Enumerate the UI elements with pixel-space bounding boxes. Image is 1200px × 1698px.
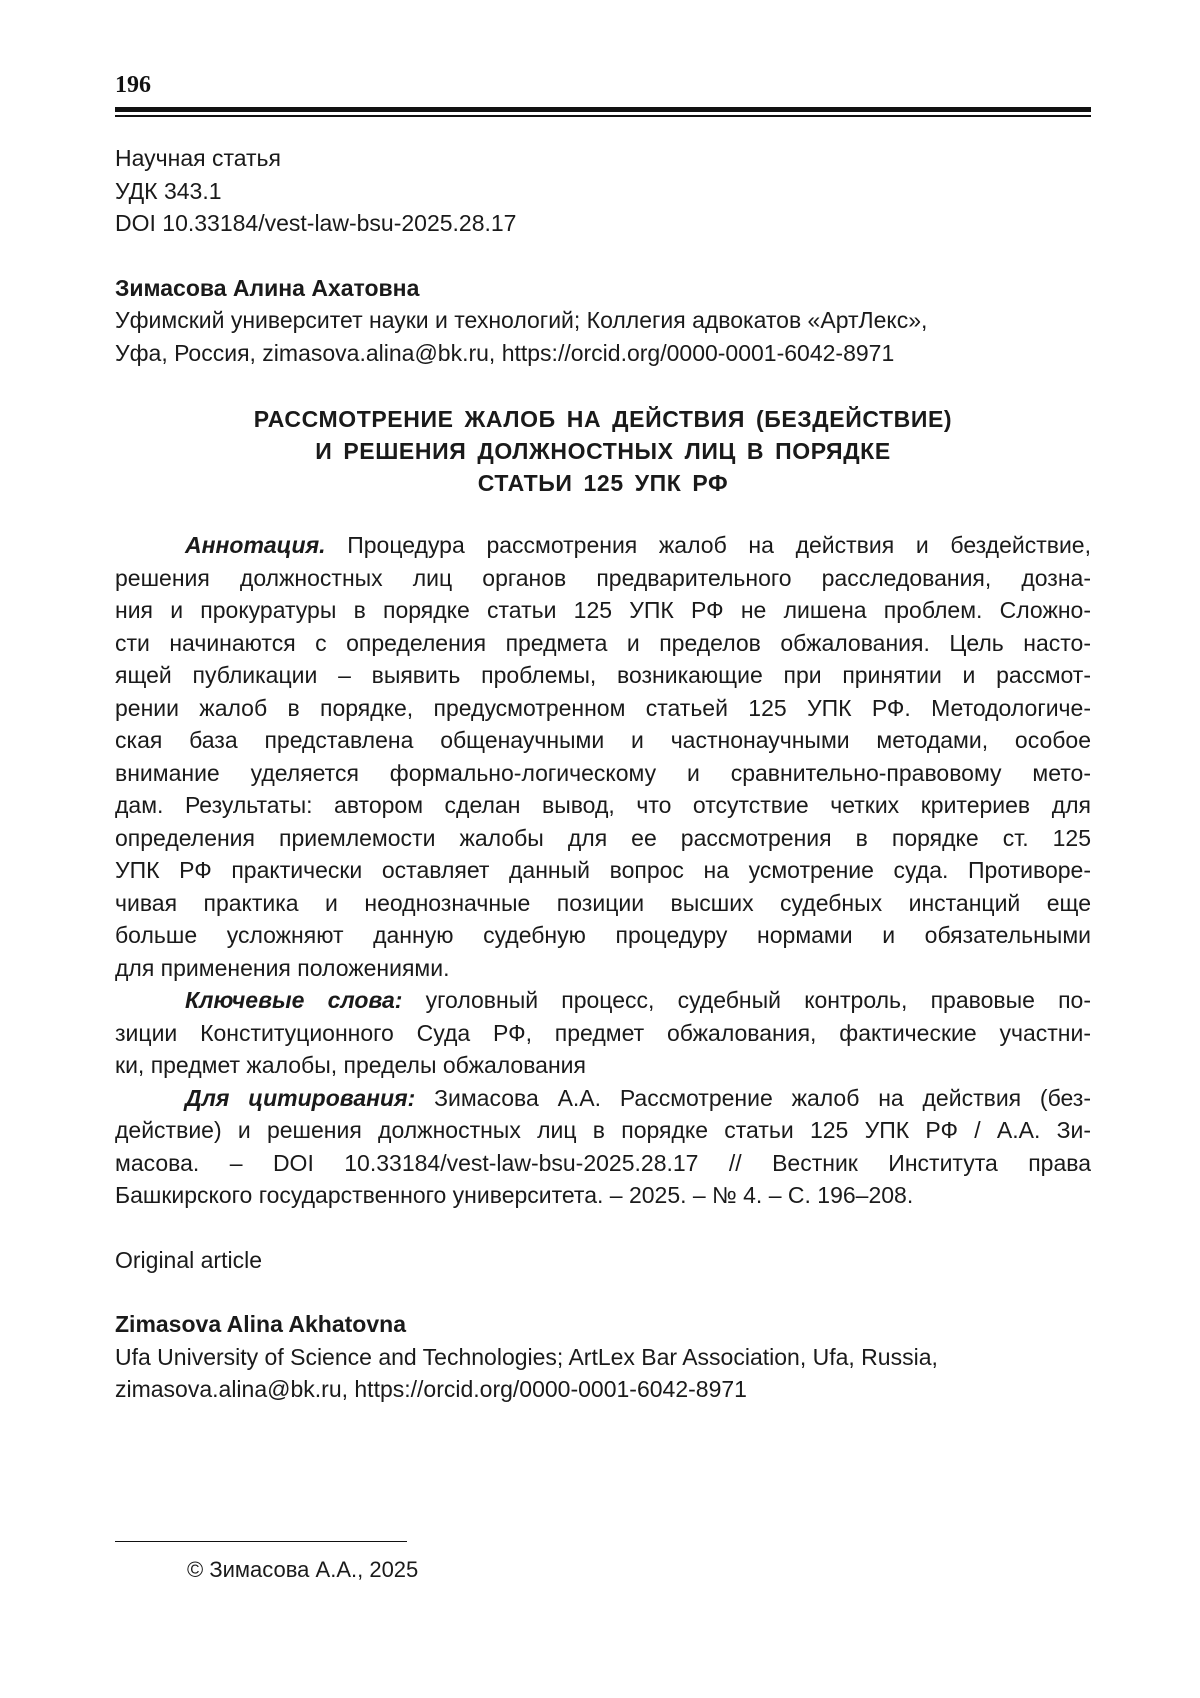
english-author-block <box>115 1308 1091 1406</box>
citation-label: Для цитирования: <box>185 1084 416 1111</box>
keywords-label: Ключевые слова: <box>185 987 403 1013</box>
doi: DOI 10.33184/vest-law-bsu-2025.28.17 <box>115 210 517 236</box>
page-number: 196 <box>115 72 151 98</box>
citation-line: Башкирского государственного университета. – 2025. – № 4. – С. 196–208. <box>115 1182 914 1208</box>
article-content <box>115 142 1091 1406</box>
abstract-line: решения должностных лиц органов предварительного расследования, дозна- <box>115 564 1091 591</box>
abstract-line: определения приемлемости жалобы для ее рассмотрения в порядке ст. 125 <box>115 824 1091 851</box>
udc-code: УДК 343.1 <box>115 177 222 204</box>
abstract-line: ская база представлена общенаучными и частнонаучными методами, особое <box>115 727 1091 753</box>
header-rule-thin <box>115 115 1091 117</box>
citation-line: Для цитирования: Зимасова А.А. Рассмотрение жалоб на действия (без- <box>185 1084 1091 1111</box>
title-line: РАССМОТРЕНИЕ ЖАЛОБ НА ДЕЙСТВИЯ (БЕЗДЕЙСТВИЕ) <box>253 406 953 432</box>
author-affiliation-line: Уфимский университет науки и технологий; Коллегия адвокатов «АртЛекс», <box>115 307 928 333</box>
abstract-line: Аннотация. Процедура рассмотрения жалоб на действия и бездействие, <box>185 532 1091 558</box>
english-affiliation-line: Ufa University of Science and Technologies; ArtLex Bar Association, Ufa, Russia, <box>115 1343 938 1370</box>
citation-section <box>115 1082 1091 1212</box>
keywords-line: зиции Конституционного Суда РФ, предмет обжалования, фактические участни- <box>115 1019 1091 1046</box>
header-rule-thick <box>115 107 1091 112</box>
english-author-name: Zimasova Alina Akhatovna <box>115 1311 406 1337</box>
abstract-line: рении жалоб в порядке, предусмотренном статьей 125 УПК РФ. Методологиче- <box>115 694 1091 721</box>
abstract-line: дам. Результаты: автором сделан вывод, что отсутствие четких критериев для <box>115 792 1091 818</box>
keywords-line: ки, предмет жалобы, пределы обжалования <box>115 1052 586 1078</box>
author-name: Зимасова Алина Ахатовна <box>115 274 420 301</box>
title-line: И РЕШЕНИЯ ДОЛЖНОСТНЫХ ЛИЦ В ПОРЯДКЕ <box>315 438 891 464</box>
abstract-line: чивая практика и неоднозначные позиции высших судебных инстанций еще <box>115 889 1091 916</box>
abstract-label: Аннотация. <box>185 532 326 558</box>
article-title <box>115 403 1091 499</box>
abstract-line: УПК РФ практически оставляет данный вопрос на усмотрение суда. Противоре- <box>115 857 1091 883</box>
abstract-line: больше усложняют данную судебную процедуру нормами и обязательными <box>115 922 1091 948</box>
citation-line: масова. – DOI 10.33184/vest-law-bsu-2025.28.17 // Вестник Института права <box>115 1149 1091 1176</box>
title-line: СТАТЬИ 125 УПК РФ <box>477 470 729 496</box>
keywords-line: Ключевые слова: уголовный процесс, судебный контроль, правовые по- <box>185 987 1091 1013</box>
copyright-footnote: © Зимасова А.А., 2025 <box>187 1557 419 1582</box>
abstract-line: для применения положениями. <box>115 954 450 981</box>
english-article-type-block <box>115 1244 1091 1277</box>
abstract-section <box>115 529 1091 984</box>
abstract-line: ния и прокуратуры в порядке статьи 125 УПК РФ не лишена проблем. Сложно- <box>115 597 1091 623</box>
citation-line: действие) и решения должностных лиц в порядке статьи 125 УПК РФ / А.А. Зи- <box>115 1117 1091 1143</box>
keywords-section <box>115 984 1091 1082</box>
english-affiliation-line: zimasova.alina@bk.ru, https://orcid.org/0000-0001-6042-8971 <box>115 1376 747 1402</box>
abstract-line: ящей публикации – выявить проблемы, возникающие при принятии и рассмот- <box>115 662 1091 688</box>
abstract-line: сти начинаются с определения предмета и пределов обжалования. Цель насто- <box>115 629 1091 656</box>
english-article-type: Original article <box>115 1246 262 1273</box>
author-affiliation-line: Уфа, Россия, zimasova.alina@bk.ru, https://orcid.org/0000-0001-6042-8971 <box>115 339 895 366</box>
footnote-rule <box>115 1541 407 1542</box>
abstract-line: внимание уделяется формально-логическому и сравнительно-правовому мето- <box>115 759 1091 786</box>
author-block <box>115 272 1091 370</box>
article-type: Научная статья <box>115 145 281 171</box>
